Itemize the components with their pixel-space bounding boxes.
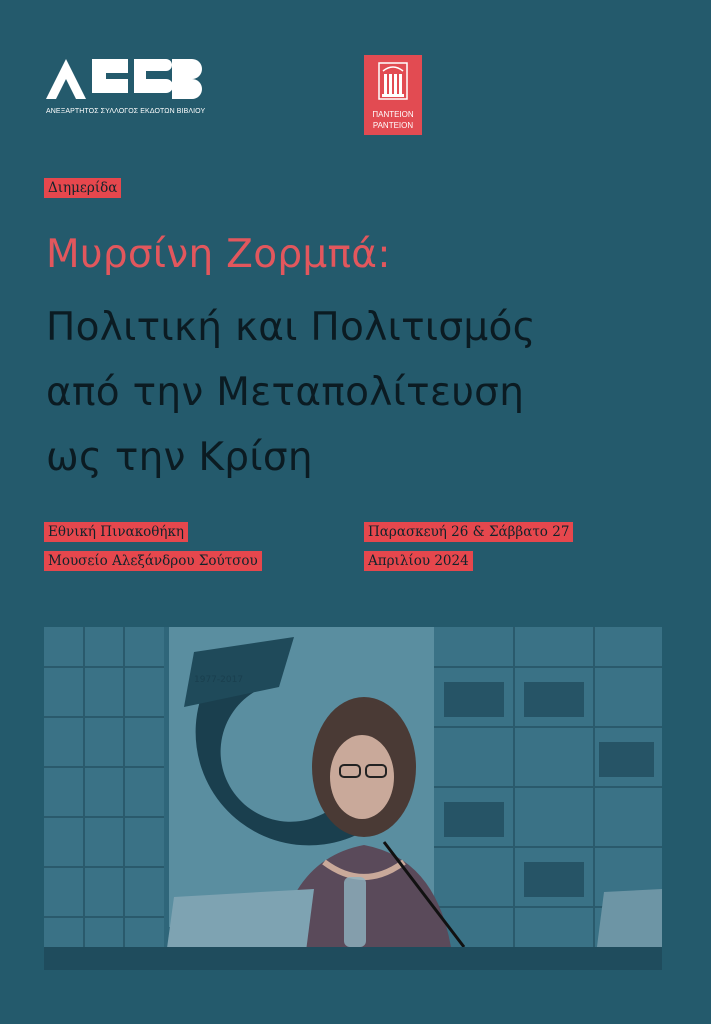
- speaker-photo: [44, 627, 662, 970]
- date-line-2: Απριλίου 2024: [364, 551, 473, 571]
- publisher-subtitle: ΑΝΕΞΑΡΤΗΤΟΣ ΣΥΛΛΟΓΟΣ ΕΚΔΟΤΩΝ ΒΙΒΛΙΟΥ: [46, 108, 206, 115]
- venue-line-1: Εθνική Πινακοθήκη: [44, 522, 188, 542]
- title-line-2: από την Μεταπολίτευση: [46, 370, 525, 415]
- university-name-line1: ΠΑΝΤΕΙΟΝ: [372, 110, 414, 119]
- date-line-1: Παρασκευή 26 & Σάββατο 27: [364, 522, 573, 542]
- crest-icon: [377, 61, 409, 101]
- publisher-logo-mark: [46, 55, 206, 103]
- event-type-tag: Διημερίδα: [44, 178, 121, 198]
- venue-line-2: Μουσείο Αλεξάνδρου Σούτσου: [44, 551, 262, 571]
- title-line-1: Πολιτική και Πολιτισμός: [46, 305, 536, 350]
- speaker-photo-illustration: [44, 627, 662, 970]
- university-name-line2: ΡΑΝΤΕΙΟΝ: [372, 121, 414, 130]
- title-line-3: ως την Κρίση: [46, 435, 313, 480]
- title-highlight: Μυρσίνη Ζορμπά:: [46, 232, 391, 277]
- university-logo: [364, 55, 422, 135]
- poster-text: 1977-2017: [194, 675, 244, 685]
- publisher-logo: [46, 55, 206, 115]
